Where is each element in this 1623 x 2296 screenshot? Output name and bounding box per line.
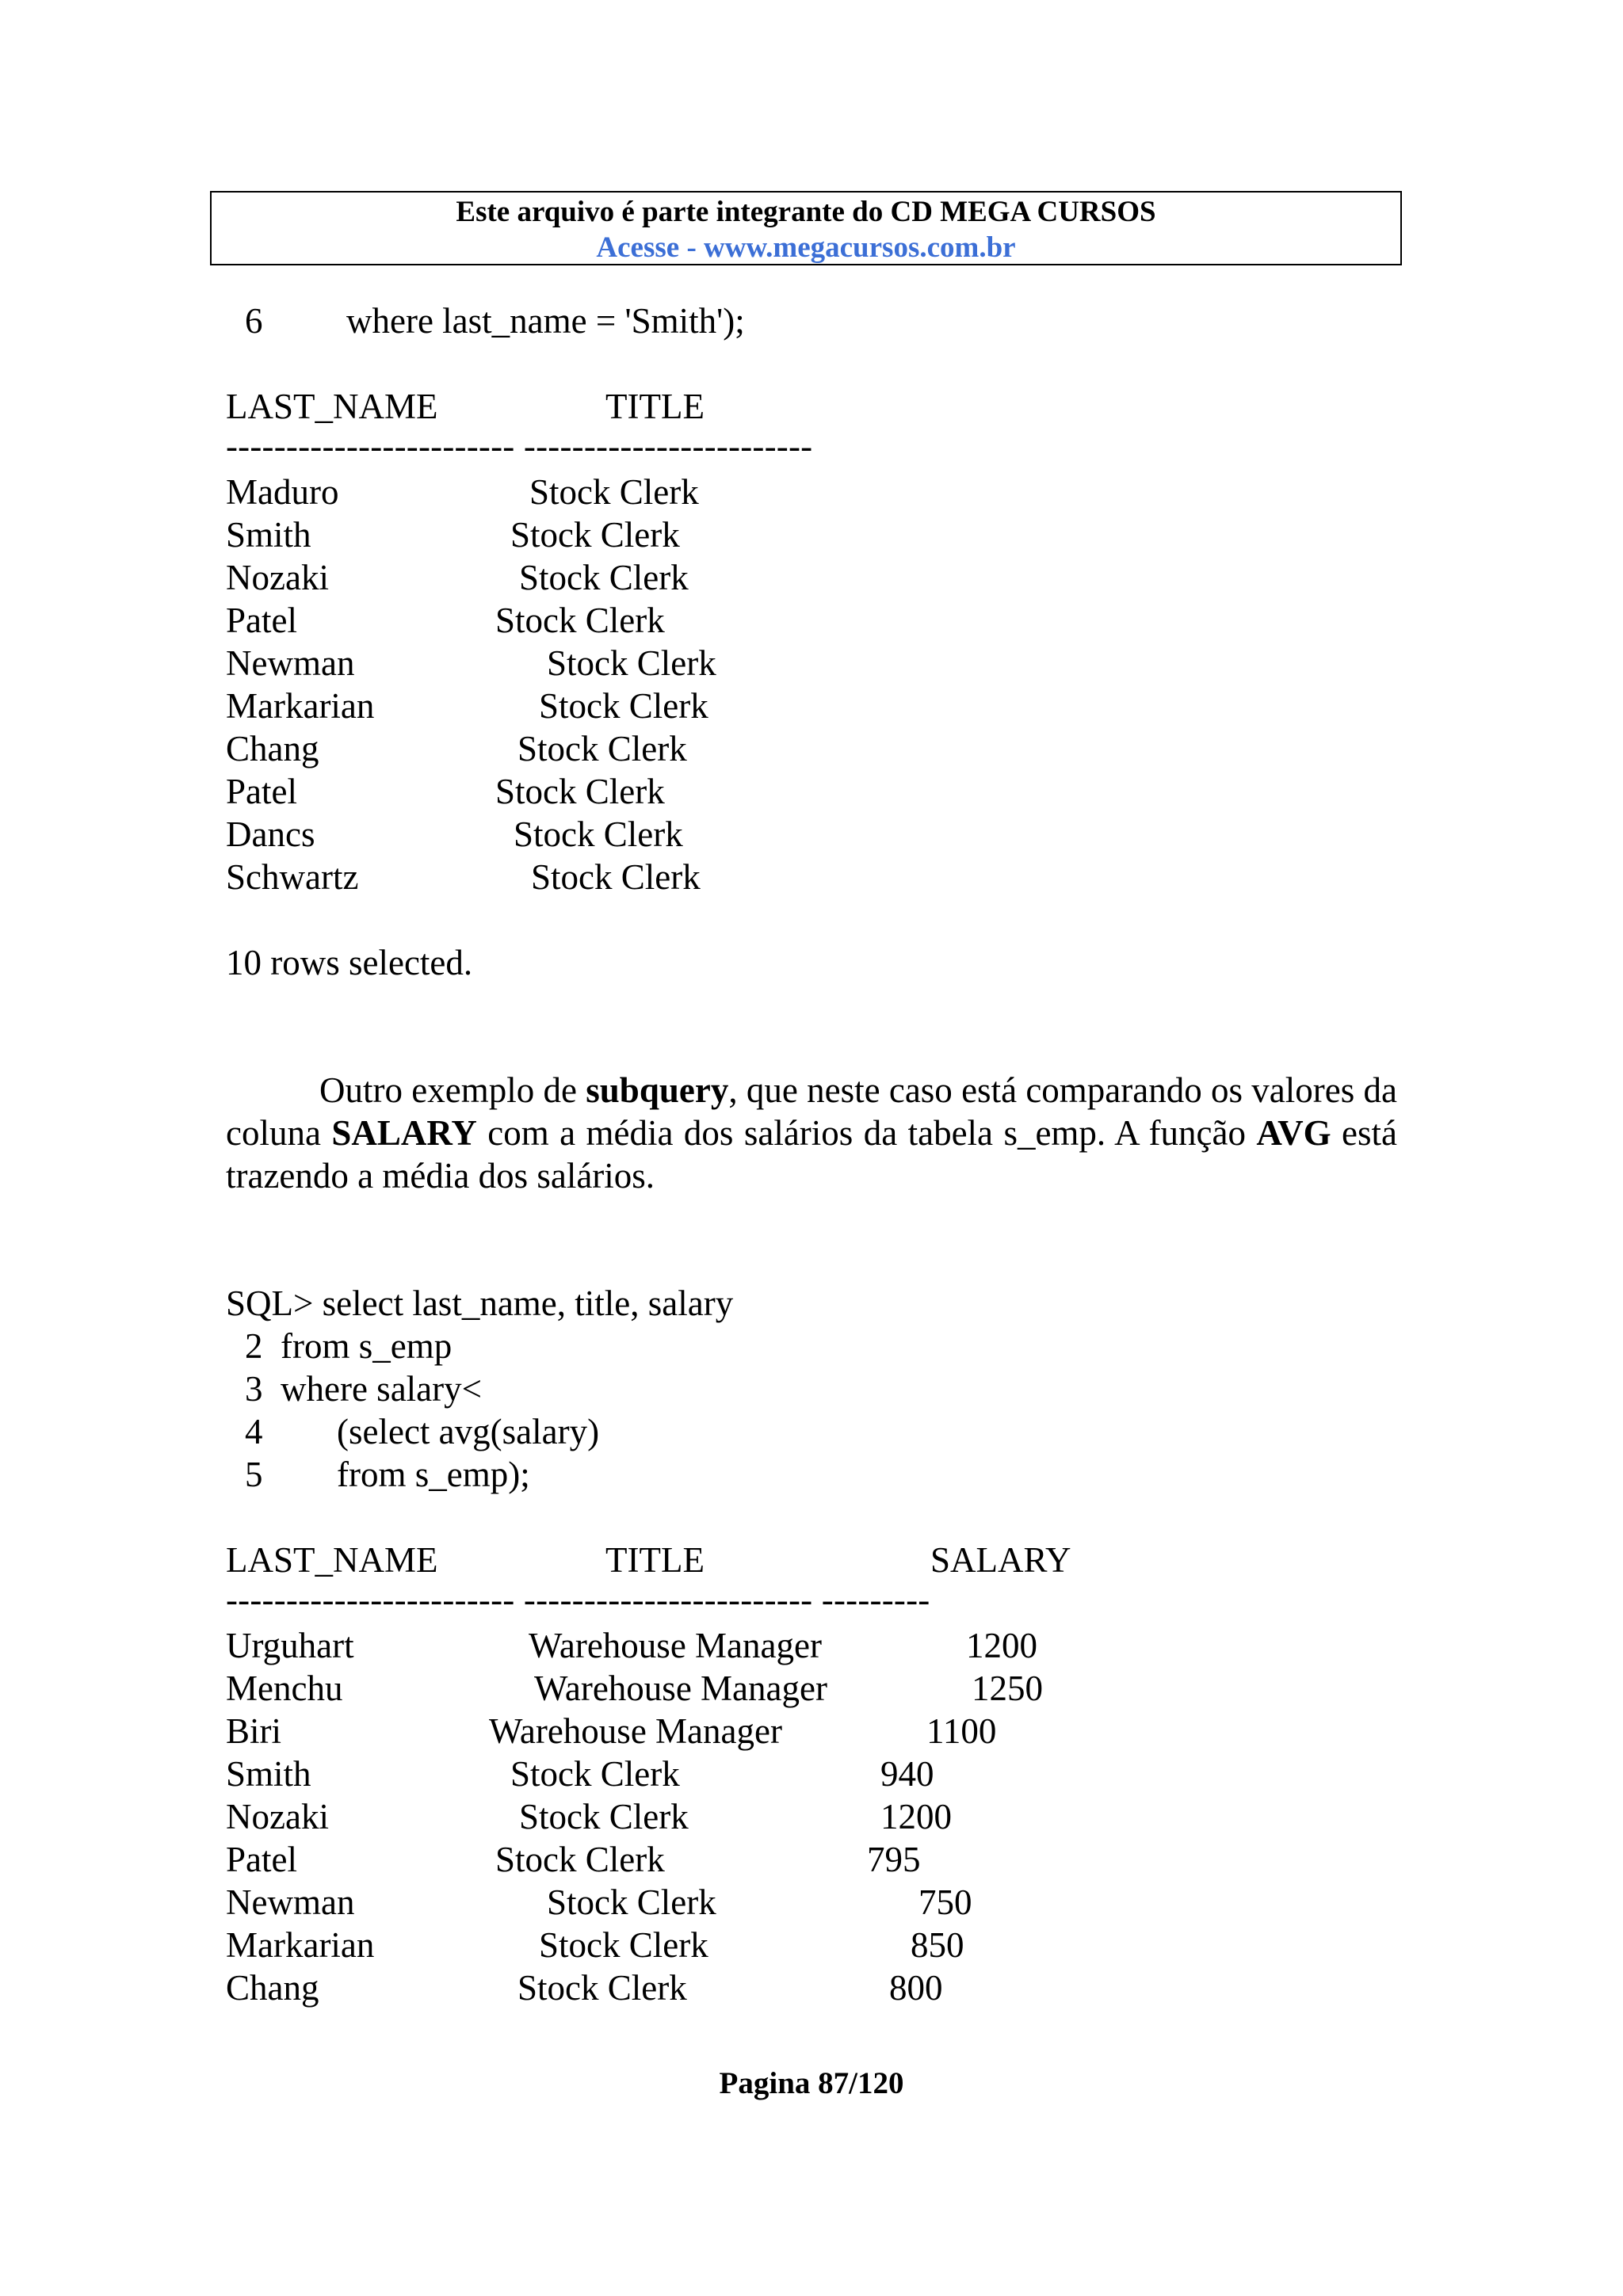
- result2-row-0-salary: 1200: [966, 1626, 1037, 1665]
- result2-row-8-title: Stock Clerk: [517, 1968, 687, 2008]
- result1-row-8-last-name: Dancs: [226, 814, 315, 854]
- result1-row-0-title: Stock Clerk: [529, 472, 699, 512]
- document-header-box: [210, 191, 1402, 265]
- page-number: Pagina 87/120: [719, 2066, 904, 2100]
- result2-row-7-last-name: Markarian: [226, 1925, 375, 1965]
- result1-row-9-last-name: Schwartz: [226, 857, 359, 897]
- paragraph-bold-avg: AVG: [1256, 1113, 1331, 1153]
- result1-row-1-title: Stock Clerk: [510, 515, 680, 555]
- result2-row-0-title: Warehouse Manager: [529, 1626, 822, 1665]
- result2-row-2-last-name: Biri: [226, 1711, 282, 1751]
- paragraph-bold-subquery: subquery: [586, 1070, 729, 1110]
- result2-row-5-title: Stock Clerk: [495, 1840, 665, 1879]
- query2-line-2: 2 from s_emp: [245, 1326, 453, 1366]
- query2-line-1: SQL> select last_name, title, salary: [226, 1283, 734, 1323]
- result1-col-title: TITLE: [605, 387, 705, 426]
- explanation-paragraph: [226, 1069, 1397, 1197]
- result2-row-6-title: Stock Clerk: [547, 1882, 716, 1922]
- result2-row-4-last-name: Nozaki: [226, 1797, 329, 1836]
- paragraph-text-4: está trazendo a média dos salários.: [226, 1113, 1397, 1196]
- result2-separator: ------------------------ ------------------------ ---------: [226, 1580, 930, 1619]
- result1-row-6-last-name: Chang: [226, 729, 319, 769]
- result2-row-6-salary: 750: [918, 1882, 972, 1922]
- header-website-link[interactable]: Acesse - www.megacursos.com.br: [596, 231, 1016, 264]
- result2-col-title: TITLE: [605, 1540, 705, 1580]
- result2-row-4-salary: 1200: [880, 1797, 952, 1836]
- query2-line-4-number: 4: [245, 1412, 263, 1451]
- result1-row-1-last-name: Smith: [226, 515, 311, 555]
- query2-line-5-body: from s_emp);: [337, 1455, 530, 1494]
- paragraph-text-1: Outro exemplo de: [319, 1070, 586, 1110]
- paragraph-text-2: , que neste caso está comparando os valores da coluna: [226, 1070, 1397, 1153]
- result2-row-7-salary: 850: [911, 1925, 964, 1965]
- result2-row-4-title: Stock Clerk: [519, 1797, 689, 1836]
- result2-row-3-last-name: Smith: [226, 1754, 311, 1794]
- result1-row-7-last-name: Patel: [226, 772, 297, 811]
- query1-line-text: where last_name = 'Smith');: [346, 301, 745, 341]
- result1-row-4-title: Stock Clerk: [547, 643, 716, 683]
- result2-row-1-last-name: Menchu: [226, 1669, 343, 1708]
- result2-row-2-title: Warehouse Manager: [489, 1711, 782, 1751]
- result2-row-5-last-name: Patel: [226, 1840, 297, 1879]
- result1-row-8-title: Stock Clerk: [514, 814, 683, 854]
- result1-row-3-last-name: Patel: [226, 601, 297, 640]
- result2-col-salary: SALARY: [930, 1540, 1071, 1580]
- result1-row-2-last-name: Nozaki: [226, 558, 329, 597]
- query1-line-number: 6: [245, 301, 263, 341]
- query2-line-5-number: 5: [245, 1455, 263, 1494]
- result2-row-8-last-name: Chang: [226, 1968, 319, 2008]
- result1-row-9-title: Stock Clerk: [531, 857, 701, 897]
- result1-row-0-last-name: Maduro: [226, 472, 339, 512]
- paragraph-bold-salary: SALARY: [331, 1113, 477, 1153]
- result2-row-1-salary: 1250: [972, 1669, 1043, 1708]
- result2-row-1-title: Warehouse Manager: [534, 1669, 827, 1708]
- header-title: Este arquivo é parte integrante do CD MEGA CURSOS: [456, 196, 1156, 228]
- result2-row-2-salary: 1100: [926, 1711, 997, 1751]
- result2-row-6-last-name: Newman: [226, 1882, 355, 1922]
- result1-row-3-title: Stock Clerk: [495, 601, 665, 640]
- query2-line-3: 3 where salary<: [245, 1369, 483, 1409]
- paragraph-text-3: com a média dos salários da tabela s_emp. A função: [476, 1113, 1257, 1153]
- result2-row-3-salary: 940: [880, 1754, 934, 1794]
- result2-col-last-name: LAST_NAME: [226, 1540, 438, 1580]
- query2-line-4-body: (select avg(salary): [337, 1412, 600, 1451]
- result2-row-3-title: Stock Clerk: [510, 1754, 680, 1794]
- result2-row-0-last-name: Urguhart: [226, 1626, 354, 1665]
- result1-col-last-name: LAST_NAME: [226, 387, 438, 426]
- result1-row-6-title: Stock Clerk: [517, 729, 687, 769]
- result1-row-4-last-name: Newman: [226, 643, 355, 683]
- result1-row-5-title: Stock Clerk: [539, 686, 708, 726]
- result1-row-count: 10 rows selected.: [226, 943, 473, 982]
- result1-separator: ------------------------ ------------------------: [226, 426, 813, 466]
- result1-row-2-title: Stock Clerk: [519, 558, 689, 597]
- result2-row-5-salary: 795: [867, 1840, 921, 1879]
- result2-row-8-salary: 800: [889, 1968, 943, 2008]
- result1-row-7-title: Stock Clerk: [495, 772, 665, 811]
- result1-row-5-last-name: Markarian: [226, 686, 375, 726]
- result2-row-7-title: Stock Clerk: [539, 1925, 708, 1965]
